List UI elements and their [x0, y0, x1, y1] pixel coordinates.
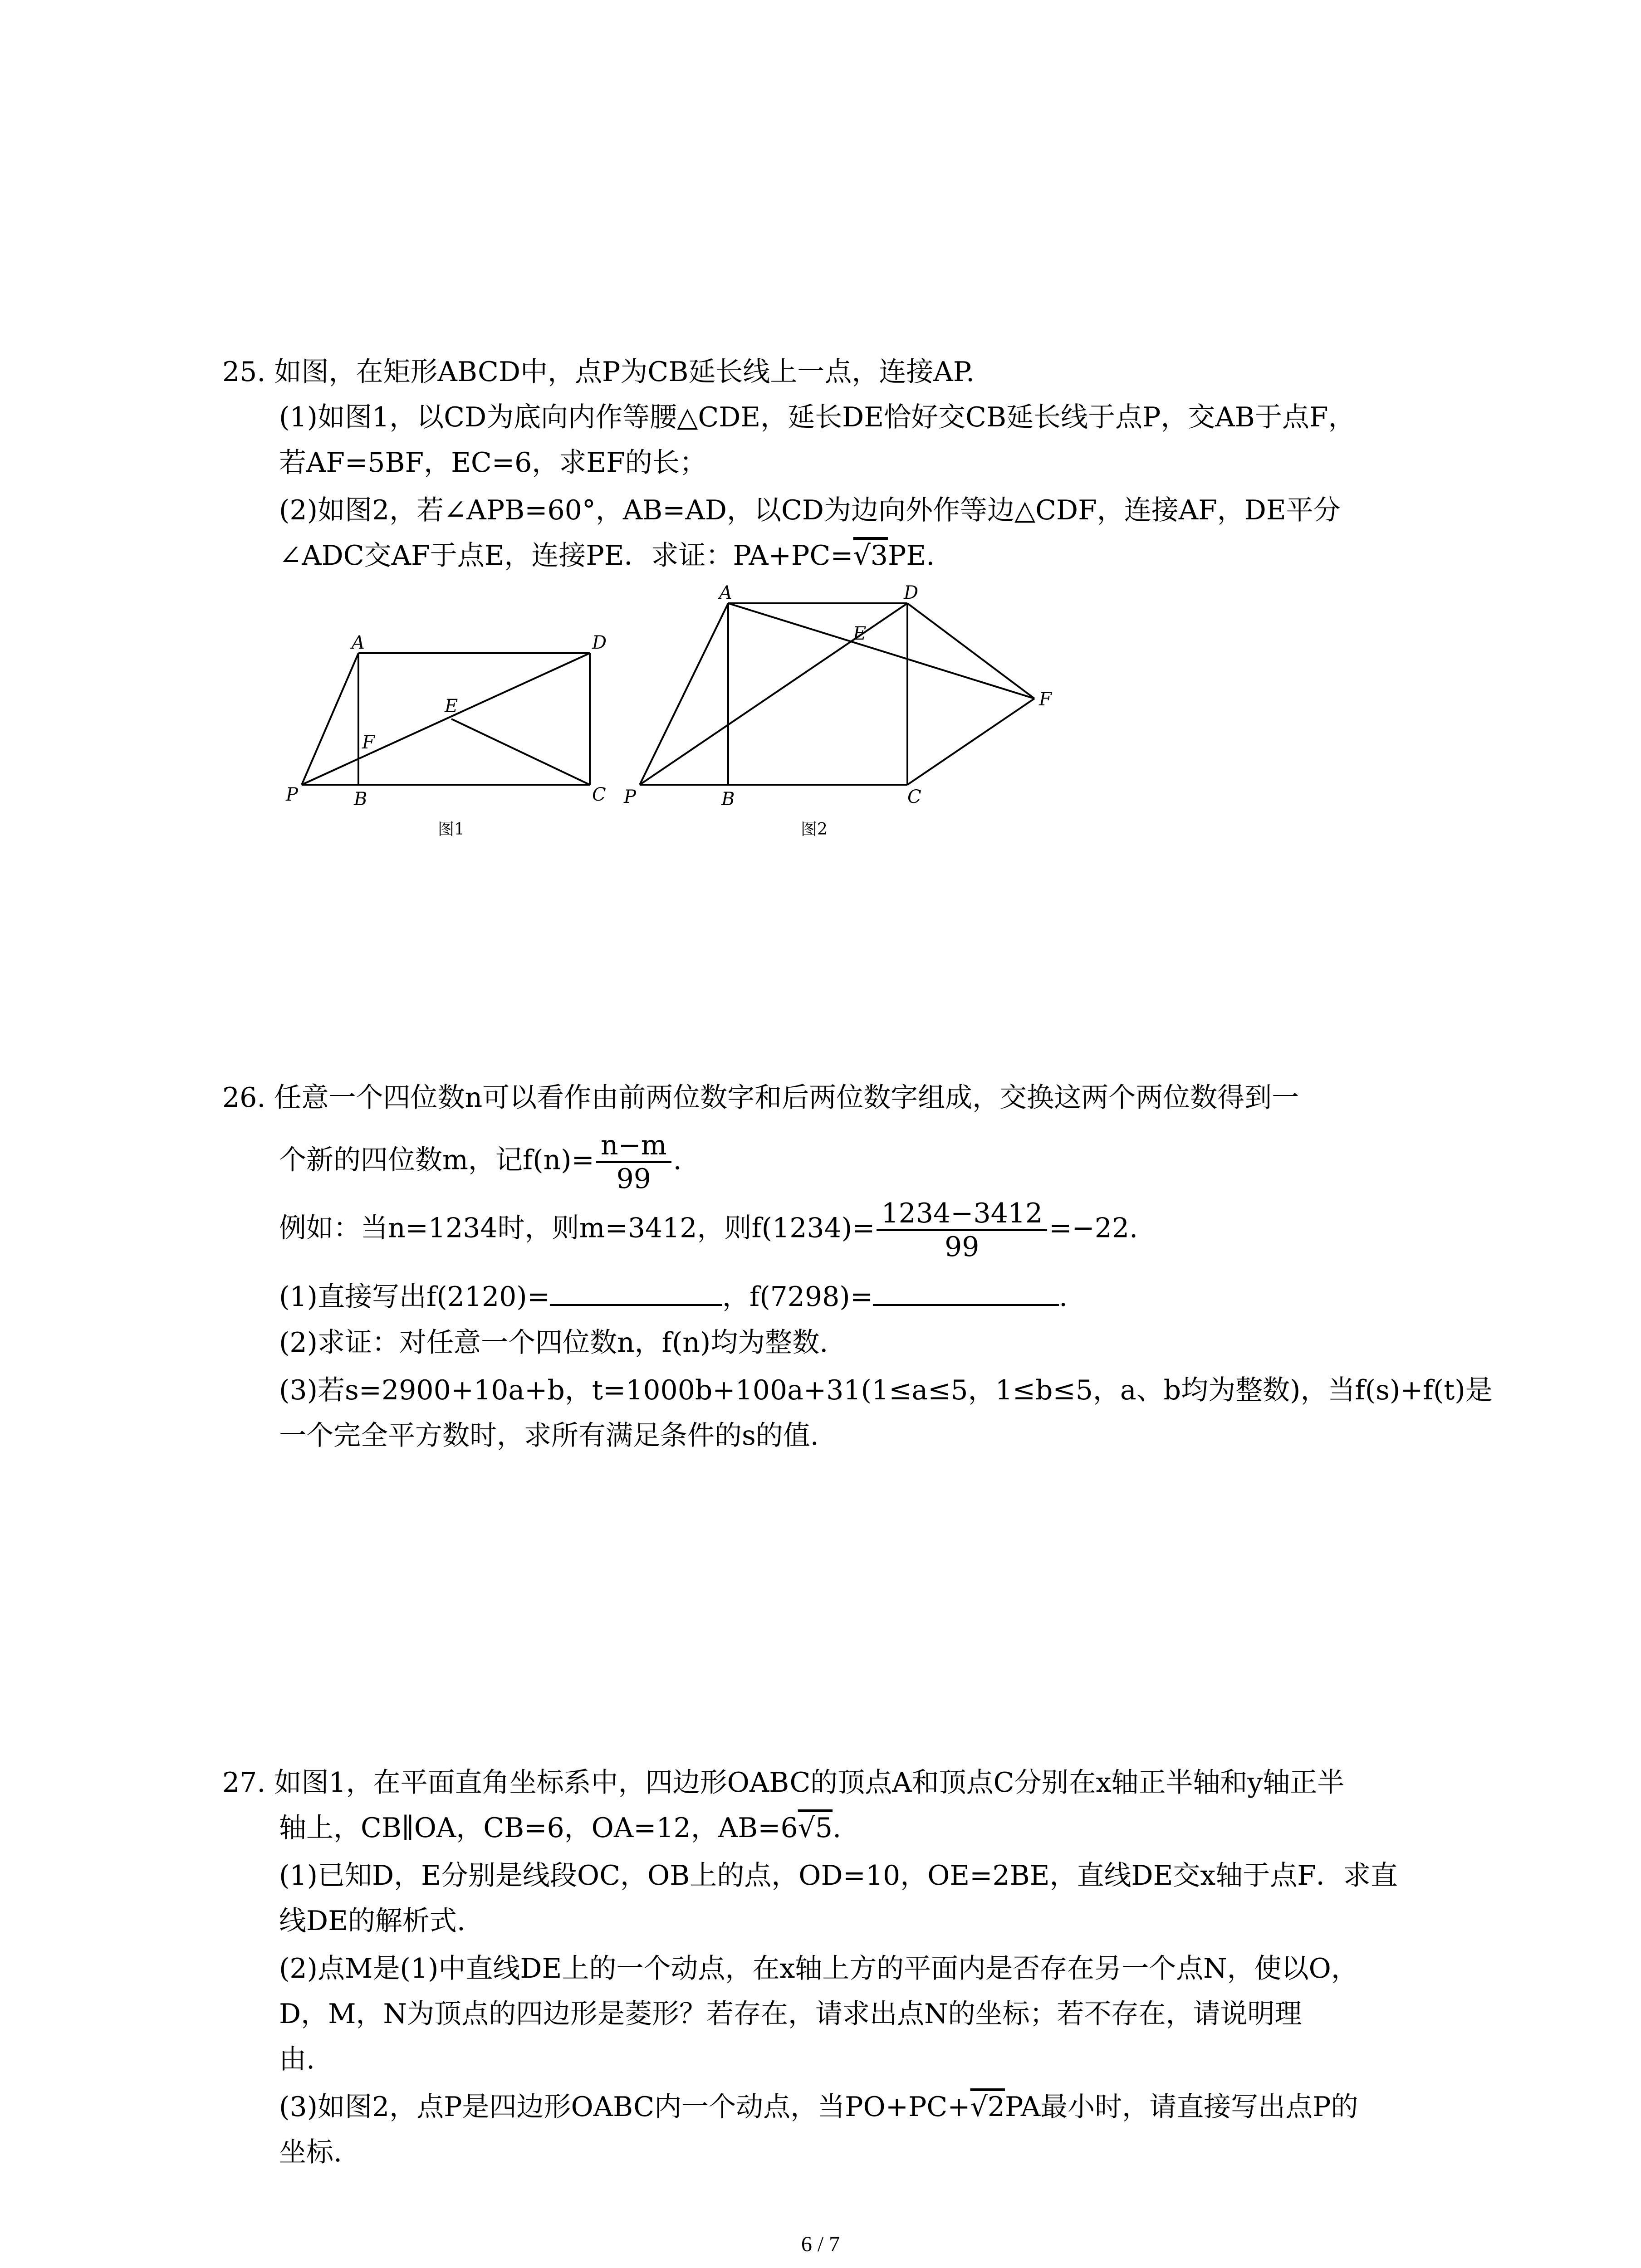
fig2-label-e: E	[853, 623, 867, 644]
sqrt5: √5	[798, 1812, 833, 1844]
figure-1	[272, 626, 626, 853]
fig1-label-c: C	[592, 784, 606, 805]
fig1-label-a: A	[352, 632, 365, 653]
q26-line-6: (3)若s=2900+10a+b，t=1000b+100a+31(1≤a≤5，1≤b≤5，a、b均为整数)，当f(s)+f(t)是	[279, 1374, 1493, 1406]
fig1-label-e: E	[445, 696, 458, 717]
q25-line-3: 若AF=5BF，EC=6，求EF的长；	[279, 447, 707, 479]
q26-line-5: (2)求证：对任意一个四位数n，f(n)均为整数.	[279, 1327, 828, 1359]
q26-line-3: 例如：当n=1234时，则m=3412，则f(1234)= $\frac{1234-3412}{99}$ =−22.	[279, 1198, 1138, 1263]
sqrt2: √2	[970, 2091, 1005, 2123]
q27-line-1: 27. 如图1，在平面直角坐标系中，四边形OABC的顶点A和顶点C分别在x轴正半轴和y轴正半	[222, 1767, 1345, 1799]
fig2-label-b: B	[721, 789, 735, 810]
page-number: 6 / 7	[801, 2232, 840, 2256]
fig1-label-d: D	[592, 632, 607, 653]
q26-line-2: 个新的四位数m，记f(n)= $\frac{n-m}{99}$ .	[279, 1129, 682, 1195]
q27-line-2: 轴上，CB∥OA，CB=6，OA=12，AB=6√5.	[279, 1812, 842, 1844]
fig2-label-p: P	[624, 787, 636, 807]
q27-line-7: 由.	[279, 2043, 315, 2075]
q27-line-5: (2)点M是(1)中直线DE上的一个动点，在x轴上方的平面内是否存在另一个点N，使以O，	[279, 1953, 1358, 1984]
fig1-label-b: B	[354, 789, 367, 810]
fig2-label-d: D	[904, 582, 919, 603]
q25-line-5: ∠ADC交AF于点E，连接PE．求证：PA+PC=√3PE.	[279, 540, 935, 572]
q26-line-7: 一个完全平方数时，求所有满足条件的s的值.	[279, 1420, 819, 1452]
q26-line-1: 26. 任意一个四位数n可以看作由前两位数字和后两位数字组成，交换这两个两位数得到一	[222, 1082, 1299, 1114]
answer-blank-1[interactable]	[550, 1277, 722, 1306]
q25-line-1: 25. 如图，在矩形ABCD中，点P为CB延长线上一点，连接AP.	[222, 356, 975, 388]
fig1-label-f: F	[362, 732, 375, 753]
fraction-n-m-over-99: $\frac{n-m}{99}$	[596, 1129, 671, 1195]
answer-blank-2[interactable]	[873, 1277, 1059, 1306]
fig1-label-p: P	[286, 784, 298, 805]
figure-2	[617, 576, 1071, 853]
fig2-label-f: F	[1039, 689, 1052, 710]
fig2-caption: 图2	[801, 820, 828, 839]
q25-line-2: (1)如图1，以CD为底向内作等腰△CDE，延长DE恰好交CB延长线于点P，交AB于点F，	[279, 401, 1356, 433]
fig2-label-c: C	[907, 787, 921, 807]
q27-line-3: (1)已知D，E分别是线段OC，OB上的点，OD=10，OE=2BE，直线DE交x轴于点F．求直	[279, 1860, 1398, 1892]
q27-line-4: 线DE的解析式.	[279, 1905, 465, 1937]
sqrt3: √3	[853, 540, 888, 572]
q27-line-8: (3)如图2，点P是四边形OABC内一个动点，当PO+PC+√2PA最小时，请直接写出点P的	[279, 2091, 1358, 2123]
fig1-caption: 图1	[438, 820, 465, 839]
q25-line-4: (2)如图2，若∠APB=60°，AB=AD，以CD为边向外作等边△CDF，连接AF，DE平分	[279, 494, 1341, 526]
fraction-example: $\frac{1234-3412}{99}$	[877, 1198, 1047, 1263]
fig2-label-a: A	[719, 582, 732, 603]
q26-line-4: (1)直接写出f(2120)= ，f(7298)= .	[279, 1277, 1068, 1315]
q27-line-9: 坐标.	[279, 2136, 343, 2168]
q27-line-6: D，M，N为顶点的四边形是菱形？若存在，请求出点N的坐标；若不存在，请说明理	[279, 1998, 1302, 2030]
